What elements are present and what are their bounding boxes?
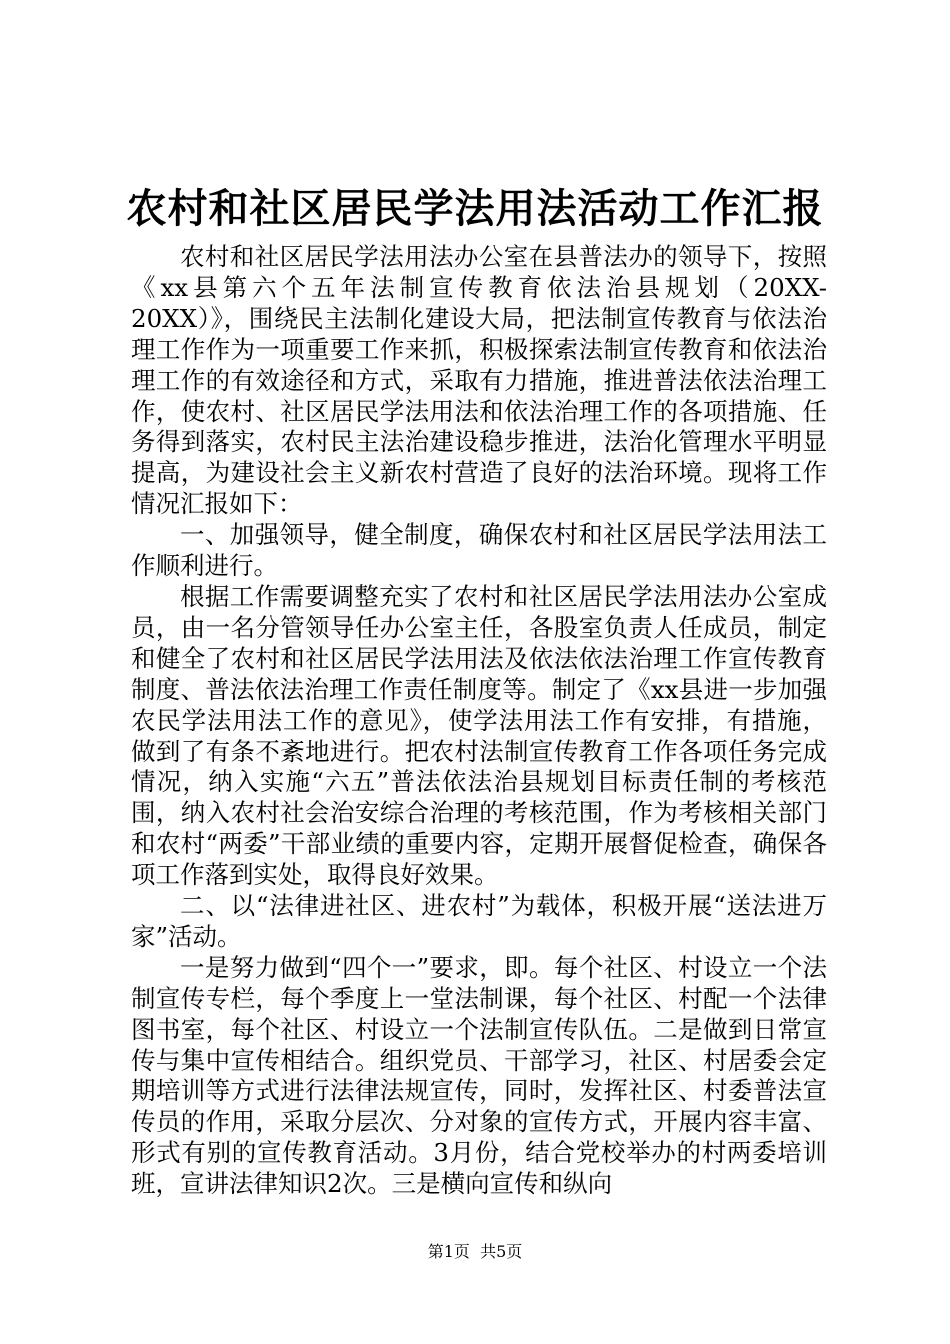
paragraph-heading-2: 二、以“法律进社区、进农村”为载体，积极开展“送法进万家”活动。 [131,891,827,951]
total-pages: 共5页 [480,1242,523,1261]
document-title: 农村和社区居民学法用法活动工作汇报 [126,185,824,232]
paragraph-heading-1: 一、加强领导，健全制度，确保农村和社区居民学法用法工作顺利进行。 [131,520,827,581]
paragraph-section-2: 一是努力做到“四个一”要求，即。每个社区、村设立一个法制宣传专栏，每个季度上一堂法制课，每个社区、村配一个法律图书室，每个社区、村设立一个法制宣传队伍。二是做到日常宣传与集中宣传相结合。组织党员、干部学习，社区、村居委会定期培训等方式进行法律法规宣传，同时，发挥社区、村委普法宣传员的作用，采取分层次、分对象的宣传方式，开展内容丰富、形式有别的宣传教育活动。3月份，结合党校举办的村两委培训班，宣讲法律知识2次。三是横向宣传和纵向 [131,952,827,1199]
page-number: 第1页 [427,1242,470,1261]
document-body [131,242,827,1200]
page-footer [0,1241,950,1263]
paragraph-intro: 农村和社区居民学法用法办公室在县普法办的领导下，按照《xx县第六个五年法制宣传教育依法治县规划（20XX-20XX）》，围绕民主法制化建设大局，把法制宣传教育与依法治理工作作为一项重要工作来抓，积极探索法制宣传教育和依法治理工作的有效途径和方式，采取有力措施，推进普法依法治理工作，使农村、社区居民学法用法和依法治理工作的各项措施、任务得到落实，农村民主法治建设稳步推进，法治化管理水平明显提高，为建设社会主义新农村营造了良好的法治环境。现将工作情况汇报如下： [131,242,827,519]
paragraph-section-1: 根据工作需要调整充实了农村和社区居民学法用法办公室成员，由一名分管领导任办公室主任，各股室负责人任成员，制定和健全了农村和社区居民学法用法及依法依法治理工作宣传教育制度、普法依法治理工作责任制度等。制定了《xx县进一步加强农民学法用法工作的意见》，使学法用法工作有安排，有措施，做到了有条不紊地进行。把农村法制宣传教育工作各项任务完成情况，纳入实施“六五”普法依法治县规划目标责任制的考核范围，纳入农村社会治安综合治理的考核范围，作为考核相关部门和农村“两委”干部业绩的重要内容，定期开展督促检查，确保各项工作落到实处，取得良好效果。 [131,581,827,890]
